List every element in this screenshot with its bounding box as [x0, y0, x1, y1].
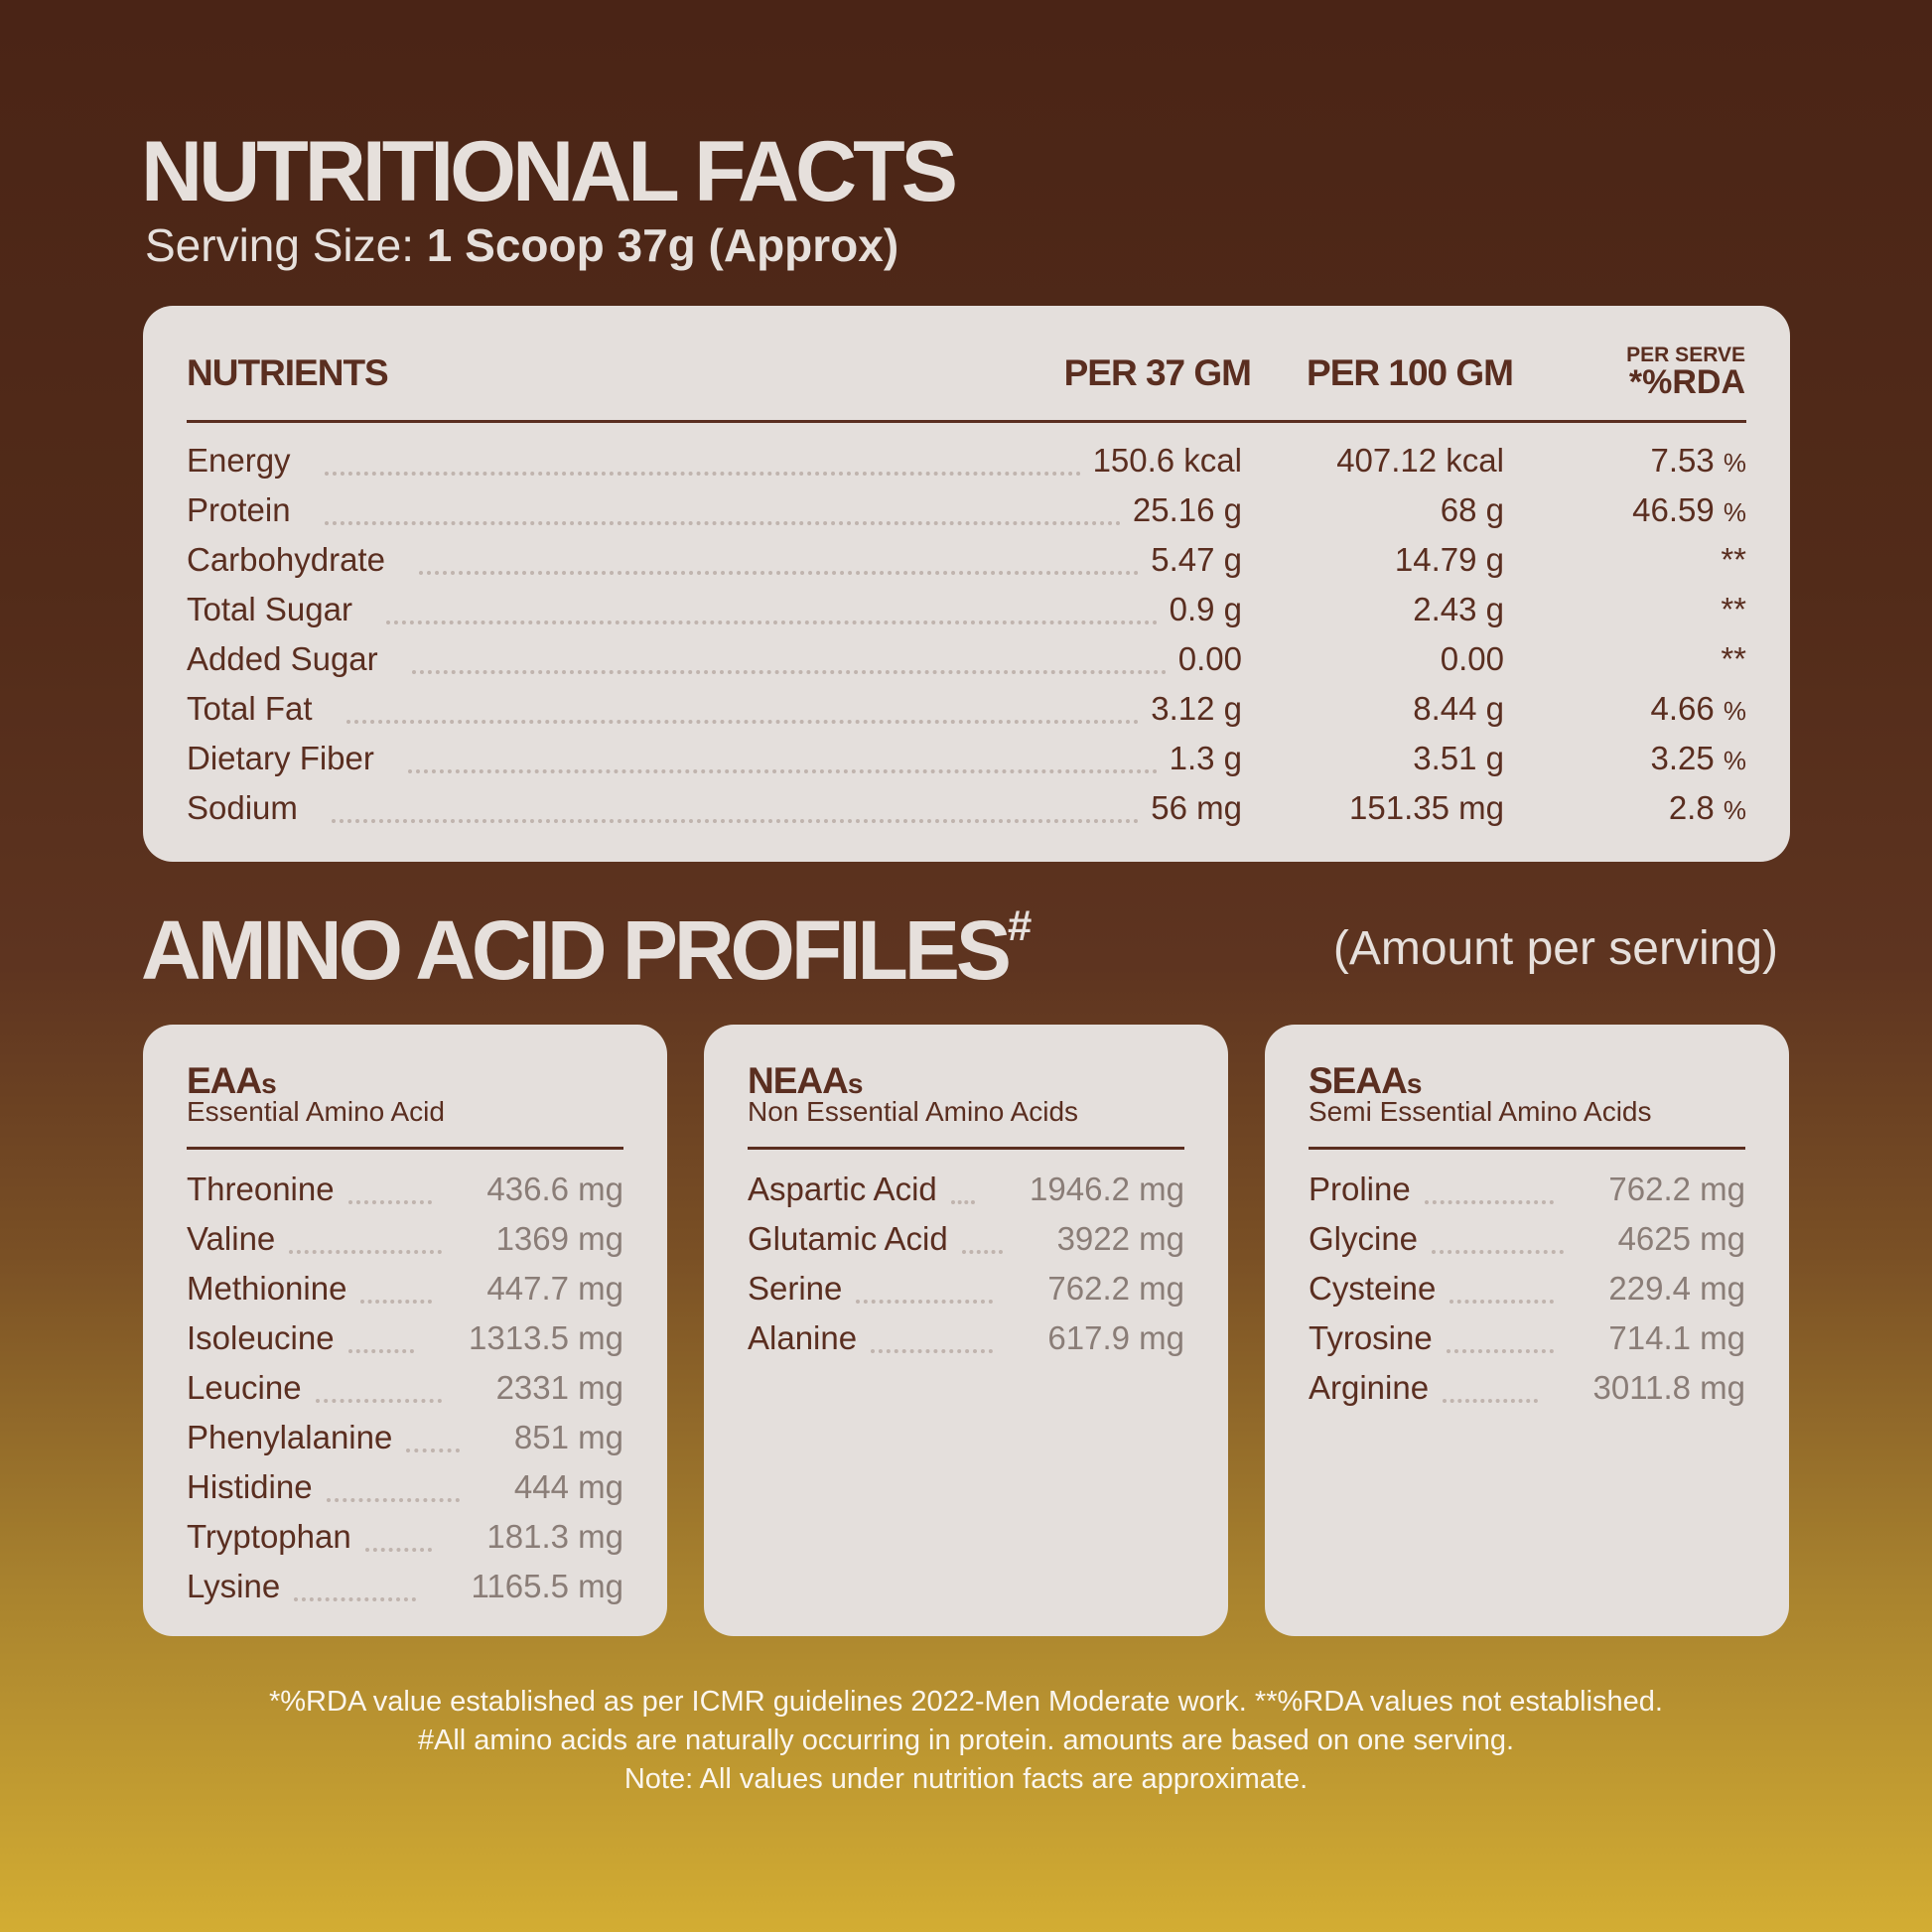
nutrient-name: Added Sugar	[187, 640, 378, 677]
amino-row	[1309, 1220, 1745, 1270]
amino-name: Serine	[748, 1270, 843, 1307]
amino-row	[1309, 1171, 1745, 1220]
nutrient-name: Energy	[187, 442, 291, 479]
amino-name: Leucine	[187, 1369, 302, 1406]
leader-dots	[289, 1250, 442, 1254]
nutrient-row	[187, 491, 1746, 541]
amino-name: Tryptophan	[187, 1518, 351, 1555]
leader-dots	[1443, 1399, 1538, 1403]
serving-size	[145, 220, 898, 271]
amino-row	[187, 1568, 623, 1617]
value-per-100gm: 3.51 g	[1413, 740, 1504, 776]
amino-name: Glutamic Acid	[748, 1220, 948, 1257]
amino-name: Lysine	[187, 1568, 281, 1604]
amino-name: Tyrosine	[1309, 1319, 1433, 1356]
amino-value: 1313.5 mg	[469, 1319, 623, 1356]
amino-row	[187, 1220, 623, 1270]
nutrient-row	[187, 690, 1746, 740]
amino-value: 3011.8 mg	[1592, 1369, 1745, 1406]
amino-row	[748, 1220, 1184, 1270]
amino-name: Proline	[1309, 1171, 1411, 1207]
leader-dots	[412, 670, 1167, 674]
value-per-37gm: 5.47 g	[1151, 541, 1242, 578]
amino-row	[187, 1171, 623, 1220]
amino-row	[187, 1270, 623, 1319]
amino-name: Aspartic Acid	[748, 1171, 937, 1207]
value-rda: **	[1721, 591, 1746, 627]
value-per-100gm: 8.44 g	[1413, 690, 1504, 727]
amino-value: 762.2 mg	[1608, 1171, 1745, 1207]
nutrient-row	[187, 740, 1746, 789]
amino-value: 181.3 mg	[486, 1518, 623, 1555]
amino-row	[187, 1468, 623, 1518]
group-code: NEAAs	[748, 1060, 863, 1101]
leader-dots	[327, 1498, 460, 1502]
group-divider	[187, 1147, 623, 1150]
amino-name: Threonine	[187, 1171, 335, 1207]
leader-dots	[348, 1200, 432, 1204]
amino-value: 1165.5 mg	[471, 1568, 623, 1604]
amino-card-seaa	[1265, 1025, 1789, 1636]
amino-value: 851 mg	[513, 1419, 623, 1455]
leader-dots	[856, 1300, 993, 1304]
leader-dots	[294, 1597, 416, 1601]
amino-row	[187, 1369, 623, 1419]
amino-card-eaa	[143, 1025, 667, 1636]
amino-value: 1369 mg	[495, 1220, 623, 1257]
amino-row	[187, 1419, 623, 1468]
value-rda: 46.59 %	[1632, 491, 1746, 528]
leader-dots	[325, 521, 1121, 525]
amino-value: 1946.2 mg	[1030, 1171, 1184, 1207]
nutrient-row	[187, 640, 1746, 690]
value-per-37gm: 0.9 g	[1169, 591, 1242, 627]
leader-dots	[1425, 1200, 1554, 1204]
value-rda: 7.53 %	[1650, 442, 1746, 479]
amino-name: Glycine	[1309, 1220, 1419, 1257]
value-per-37gm: 3.12 g	[1151, 690, 1242, 727]
leader-dots	[386, 621, 1158, 624]
amino-value: 762.2 mg	[1047, 1270, 1184, 1307]
nutrient-row	[187, 541, 1746, 591]
nutrient-row	[187, 591, 1746, 640]
serving-size-value: 1 Scoop 37g (Approx)	[426, 219, 899, 271]
amino-row	[748, 1319, 1184, 1369]
leader-dots	[962, 1250, 1003, 1254]
header-rda-bottom: *%RDA	[1628, 363, 1745, 401]
value-rda: 3.25 %	[1650, 740, 1746, 776]
leader-dots	[1432, 1250, 1564, 1254]
leader-dots	[406, 1449, 460, 1452]
amino-row	[187, 1518, 623, 1568]
leader-dots	[1447, 1349, 1554, 1353]
nutrient-row	[187, 442, 1746, 491]
header-divider	[187, 420, 1746, 423]
amino-value: 447.7 mg	[486, 1270, 623, 1307]
amino-title-mark: #	[1007, 901, 1033, 950]
amino-name: Methionine	[187, 1270, 347, 1307]
amino-value: 714.1 mg	[1608, 1319, 1745, 1356]
amino-name: Cysteine	[1309, 1270, 1437, 1307]
nutrient-name: Dietary Fiber	[187, 740, 374, 776]
amino-row	[748, 1171, 1184, 1220]
value-rda: **	[1721, 640, 1746, 677]
value-per-37gm: 150.6 kcal	[1092, 442, 1242, 479]
amino-card-neaa	[704, 1025, 1228, 1636]
amino-name: Arginine	[1309, 1369, 1430, 1406]
group-code: EAAs	[187, 1060, 276, 1101]
amino-name: Phenylalanine	[187, 1419, 393, 1455]
amino-title	[141, 901, 1033, 997]
group-description: Non Essential Amino Acids	[748, 1096, 1079, 1127]
value-rda: 2.8 %	[1668, 789, 1746, 826]
amino-value: 617.9 mg	[1047, 1319, 1184, 1356]
leader-dots	[316, 1399, 442, 1403]
value-rda: **	[1721, 541, 1746, 578]
nutrient-row	[187, 789, 1746, 839]
group-code: SEAAs	[1309, 1060, 1422, 1101]
leader-dots	[365, 1548, 432, 1552]
value-per-37gm: 25.16 g	[1132, 491, 1242, 528]
leader-dots	[332, 819, 1139, 823]
value-per-100gm: 151.35 mg	[1349, 789, 1504, 826]
amino-value: 4625 mg	[1617, 1220, 1745, 1257]
footnote-note: Note: All values under nutrition facts are approximate.	[623, 1763, 1309, 1795]
amino-value: 229.4 mg	[1608, 1270, 1745, 1307]
value-per-100gm: 68 g	[1440, 491, 1504, 528]
leader-dots	[419, 571, 1139, 575]
leader-dots	[325, 472, 1081, 476]
value-per-37gm: 56 mg	[1151, 789, 1242, 826]
header-per-100gm: PER 100 GM	[1307, 352, 1513, 393]
group-divider	[1309, 1147, 1745, 1150]
amino-row	[1309, 1319, 1745, 1369]
leader-dots	[871, 1349, 993, 1353]
group-divider	[748, 1147, 1184, 1150]
amino-value: 3922 mg	[1056, 1220, 1184, 1257]
header-nutrients: NUTRIENTS	[187, 352, 388, 393]
value-per-100gm: 407.12 kcal	[1336, 442, 1504, 479]
footnote-amino: #All amino acids are naturally occurring in protein. amounts are based on one serving.	[417, 1725, 1515, 1756]
nutrient-name: Total Sugar	[187, 591, 352, 627]
nutrient-name: Protein	[187, 491, 291, 528]
leader-dots	[1449, 1300, 1554, 1304]
amino-title-text: AMINO ACID PROFILES	[141, 903, 1008, 997]
header-rda-top: PER SERVE	[1626, 344, 1745, 366]
group-description: Essential Amino Acid	[187, 1096, 445, 1127]
nutrient-name: Sodium	[187, 789, 298, 826]
leader-dots	[408, 769, 1158, 773]
page-title: NUTRITIONAL FACTS	[141, 124, 955, 219]
amino-name: Alanine	[748, 1319, 858, 1356]
leader-dots	[360, 1300, 432, 1304]
header-per-37gm: PER 37 GM	[1063, 352, 1251, 393]
amino-row	[187, 1319, 623, 1369]
value-per-100gm: 2.43 g	[1413, 591, 1504, 627]
value-per-37gm: 1.3 g	[1169, 740, 1242, 776]
value-per-37gm: 0.00	[1177, 640, 1242, 677]
nutrient-name: Total Fat	[187, 690, 313, 727]
amino-subtitle: (Amount per serving)	[1332, 922, 1778, 975]
amino-name: Isoleucine	[187, 1319, 335, 1356]
amino-name: Valine	[187, 1220, 276, 1257]
amino-value: 2331 mg	[495, 1369, 623, 1406]
amino-row	[1309, 1270, 1745, 1319]
footnote-rda: *%RDA value established as per ICMR guidelines 2022-Men Moderate work. **%RDA values not established.	[268, 1686, 1663, 1718]
leader-dots	[951, 1200, 975, 1204]
nutrient-name: Carbohydrate	[187, 541, 385, 578]
leader-dots	[348, 1349, 414, 1353]
header-rda	[1626, 345, 1745, 399]
amino-row	[1309, 1369, 1745, 1419]
group-description: Semi Essential Amino Acids	[1309, 1096, 1652, 1127]
value-per-100gm: 14.79 g	[1394, 541, 1504, 578]
leader-dots	[346, 720, 1139, 724]
amino-row	[748, 1270, 1184, 1319]
amino-value: 436.6 mg	[486, 1171, 623, 1207]
value-per-100gm: 0.00	[1440, 640, 1504, 677]
value-rda: 4.66 %	[1650, 690, 1746, 727]
amino-value: 444 mg	[513, 1468, 623, 1505]
footnotes	[0, 1683, 1932, 1799]
amino-name: Histidine	[187, 1468, 313, 1505]
serving-size-label: Serving Size:	[145, 219, 415, 271]
